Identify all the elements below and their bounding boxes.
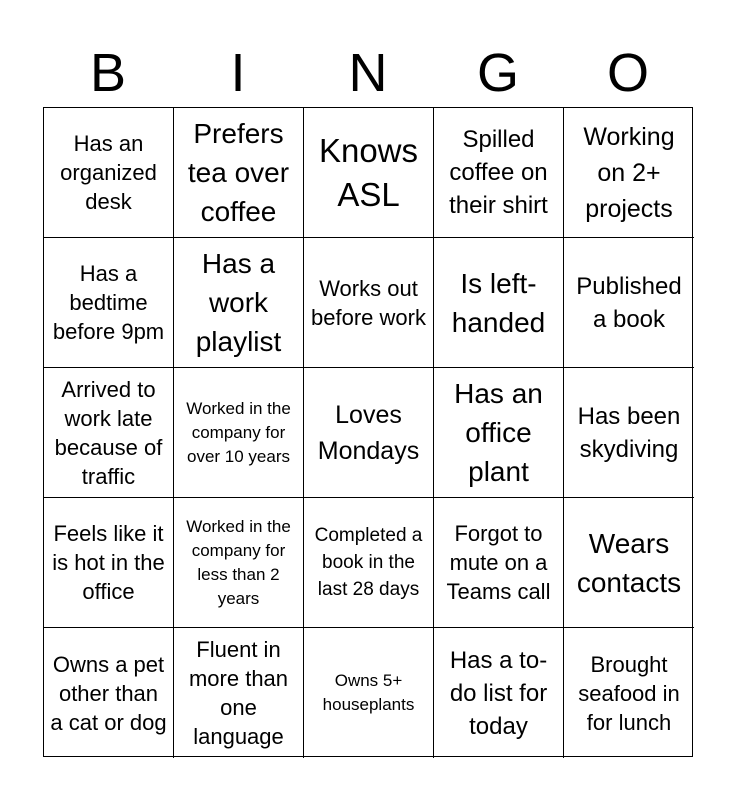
bingo-cell[interactable] — [174, 368, 304, 498]
bingo-cell[interactable] — [44, 498, 174, 628]
bingo-cell[interactable] — [44, 628, 174, 758]
bingo-cell[interactable] — [304, 108, 434, 238]
cell-text: Completed a book in the last 28 days — [314, 525, 423, 600]
bingo-cell[interactable] — [434, 498, 564, 628]
cell-text: Published a book — [576, 272, 682, 333]
cell-text: Brought seafood in for lunch — [578, 651, 680, 735]
cell-text: Wears contacts — [576, 527, 682, 598]
cell-text: Feels like it is hot in the office — [52, 521, 165, 604]
bingo-cell[interactable] — [44, 108, 174, 238]
cell-text: Worked in the company for over 10 years — [186, 398, 291, 466]
bingo-cell[interactable] — [304, 628, 434, 758]
bingo-cell[interactable] — [564, 238, 694, 368]
cell-text: Has an office plant — [454, 378, 543, 487]
bingo-cell[interactable] — [304, 238, 434, 368]
cell-text: Worked in the company for less than 2 years — [186, 516, 291, 608]
bingo-cell[interactable] — [564, 628, 694, 758]
header-letter-o: O — [606, 43, 649, 103]
cell-text: Has been skydiving — [577, 402, 681, 463]
header-letter-g: G — [476, 43, 519, 103]
bingo-cell[interactable] — [304, 498, 434, 628]
cell-text: Prefers tea over coffee — [187, 118, 290, 227]
bingo-cell[interactable] — [174, 108, 304, 238]
cell-text: Fluent in more than one language — [188, 637, 289, 749]
bingo-cell[interactable] — [434, 108, 564, 238]
cell-text: Is left-handed — [451, 267, 546, 338]
bingo-cell[interactable] — [434, 368, 564, 498]
bingo-cell[interactable] — [174, 238, 304, 368]
bingo-grid — [43, 107, 693, 757]
cell-text: Has an organized desk — [60, 131, 157, 214]
cell-text: Spilled coffee on their shirt — [449, 126, 548, 219]
bingo-cell[interactable] — [564, 108, 694, 238]
bingo-cell[interactable] — [434, 628, 564, 758]
bingo-cell[interactable] — [564, 498, 694, 628]
bingo-cell[interactable] — [44, 238, 174, 368]
cell-text: Owns 5+ houseplants — [322, 671, 415, 714]
bingo-cell[interactable] — [174, 628, 304, 758]
cell-text: Knows ASL — [318, 131, 419, 213]
cell-text: Loves Mondays — [317, 400, 420, 465]
cell-text: Has a work playlist — [195, 248, 282, 357]
bingo-header — [43, 40, 693, 106]
header-letter-i: I — [230, 43, 246, 103]
cell-text: Works out before work — [311, 275, 426, 330]
cell-text: Arrived to work late because of traffic — [54, 376, 163, 489]
cell-text: Working on 2+ projects — [583, 122, 675, 223]
cell-text: Has a to-do list for today — [449, 646, 548, 740]
bingo-cell[interactable] — [434, 238, 564, 368]
cell-text: Owns a pet other than a cat or dog — [50, 651, 167, 735]
bingo-cell[interactable] — [304, 368, 434, 498]
cell-text: Has a bedtime before 9pm — [52, 261, 165, 344]
bingo-cell[interactable] — [174, 498, 304, 628]
header-letter-n: N — [348, 43, 388, 103]
bingo-cell[interactable] — [44, 368, 174, 498]
header-letter-b: B — [89, 43, 127, 103]
bingo-cell[interactable] — [564, 368, 694, 498]
cell-text: Forgot to mute on a Teams call — [446, 521, 551, 604]
